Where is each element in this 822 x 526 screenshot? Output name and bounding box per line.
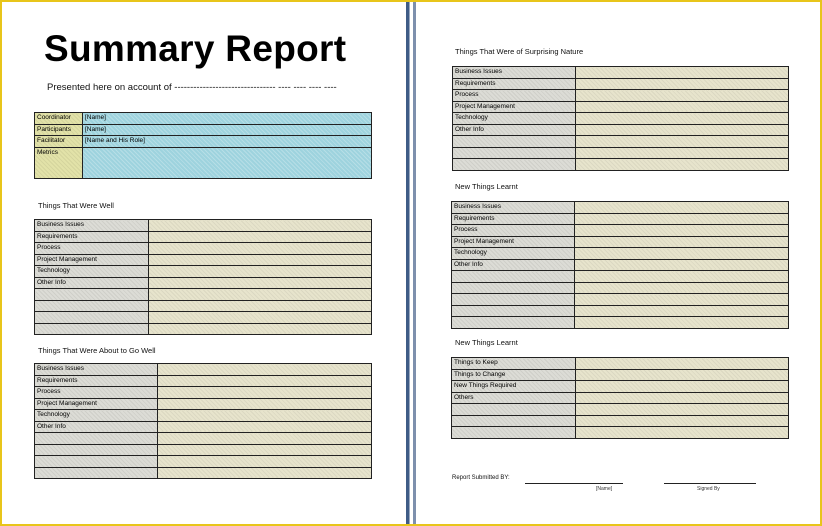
table-row [452, 317, 789, 329]
table-row [35, 444, 372, 456]
row-label: Requirements [35, 375, 158, 387]
row-label: Technology [35, 410, 158, 422]
row-label: Requirements [452, 213, 575, 225]
row-entry-field[interactable] [158, 444, 372, 456]
table-row [452, 358, 789, 370]
table-row [452, 415, 789, 427]
row-label: Technology [35, 266, 149, 278]
row-label: Process [452, 225, 575, 237]
row-entry-field[interactable] [158, 387, 372, 399]
row-entry-field[interactable] [576, 159, 789, 171]
table-row [452, 282, 789, 294]
row-label: New Things Required [452, 381, 576, 393]
table-row [35, 231, 372, 243]
row-label [35, 433, 158, 445]
table-row [35, 456, 372, 468]
row-label [452, 305, 575, 317]
info-row [35, 147, 372, 178]
row-label: Business Issues [453, 67, 576, 79]
table-row [35, 410, 372, 422]
section-heading-about-to-go-well: Things That Were About to Go Well [38, 346, 156, 355]
table-row [453, 113, 789, 125]
table-row [35, 289, 372, 301]
row-label [452, 415, 576, 427]
row-label: Other Info [35, 277, 149, 289]
row-entry-field[interactable] [576, 147, 789, 159]
table-row [35, 433, 372, 445]
info-label: Facilitator [35, 136, 83, 148]
row-label [35, 312, 149, 324]
submitted-name-line [525, 483, 623, 484]
row-label [452, 404, 576, 416]
row-entry-field[interactable] [576, 78, 789, 90]
info-row [35, 113, 372, 125]
row-entry-field[interactable] [576, 427, 789, 439]
row-label: Process [453, 90, 576, 102]
row-entry-field[interactable] [149, 300, 372, 312]
table-row [452, 427, 789, 439]
section-heading-new-things-1: New Things Learnt [455, 182, 518, 191]
row-entry-field[interactable] [575, 259, 789, 271]
table-row [453, 159, 789, 171]
row-label: Technology [453, 113, 576, 125]
row-label [35, 456, 158, 468]
section-heading-went-well: Things That Were Well [38, 201, 114, 210]
info-value-field[interactable]: [Name] [83, 113, 372, 125]
row-entry-field[interactable] [575, 225, 789, 237]
info-table [34, 112, 372, 179]
table-row [452, 305, 789, 317]
table-row [452, 248, 789, 260]
table-row [35, 300, 372, 312]
table-row [453, 67, 789, 79]
row-entry-field[interactable] [575, 317, 789, 329]
info-label: Participants [35, 124, 83, 136]
table-row [453, 90, 789, 102]
row-entry-field[interactable] [158, 467, 372, 479]
row-entry-field[interactable] [158, 433, 372, 445]
row-label [35, 444, 158, 456]
table-row [453, 101, 789, 113]
table-row [35, 323, 372, 335]
table-row [35, 254, 372, 266]
row-entry-field[interactable] [158, 364, 372, 376]
table-row [452, 369, 789, 381]
table-row [35, 375, 372, 387]
table-row [35, 398, 372, 410]
row-entry-field[interactable] [149, 220, 372, 232]
table-row [453, 124, 789, 136]
row-label [35, 467, 158, 479]
row-label: Things to Change [452, 369, 576, 381]
row-label: Business Issues [35, 220, 149, 232]
row-entry-field[interactable] [158, 398, 372, 410]
row-entry-field[interactable] [576, 358, 789, 370]
row-entry-field[interactable] [158, 456, 372, 468]
row-entry-field[interactable] [576, 369, 789, 381]
row-entry-field[interactable] [149, 289, 372, 301]
row-label: Requirements [35, 231, 149, 243]
row-entry-field[interactable] [575, 213, 789, 225]
table-row [35, 421, 372, 433]
table-row [453, 136, 789, 148]
row-entry-field[interactable] [576, 136, 789, 148]
row-label [453, 159, 576, 171]
table-row [452, 404, 789, 416]
table-row [35, 277, 372, 289]
row-label: Process [35, 243, 149, 255]
row-entry-field[interactable] [149, 323, 372, 335]
row-label: Technology [452, 248, 575, 260]
table-row [452, 202, 789, 214]
went-well-table [34, 219, 372, 335]
row-entry-field[interactable] [149, 312, 372, 324]
table-row [35, 312, 372, 324]
row-label: Other Info [452, 259, 575, 271]
row-entry-field[interactable] [158, 421, 372, 433]
info-row [35, 124, 372, 136]
row-entry-field[interactable] [575, 282, 789, 294]
row-entry-field[interactable] [575, 305, 789, 317]
row-label: Things to Keep [452, 358, 576, 370]
row-entry-field[interactable] [149, 243, 372, 255]
table-row [453, 78, 789, 90]
row-label: Process [35, 387, 158, 399]
row-label: Requirements [453, 78, 576, 90]
info-value-field[interactable] [83, 147, 372, 178]
row-entry-field[interactable] [149, 254, 372, 266]
info-label: Coordinator [35, 113, 83, 125]
row-label: Others [452, 392, 576, 404]
row-entry-field[interactable] [576, 101, 789, 113]
row-label: Other Info [35, 421, 158, 433]
table-row [35, 266, 372, 278]
info-value-field[interactable]: [Name] [83, 124, 372, 136]
row-label [452, 294, 575, 306]
row-label: Project Management [452, 236, 575, 248]
info-label: Metrics [35, 147, 83, 178]
report-submitted-label: Report Submitted BY: [452, 475, 510, 481]
row-entry-field[interactable] [576, 404, 789, 416]
row-label [35, 289, 149, 301]
row-entry-field[interactable] [149, 266, 372, 278]
new-things-table-2 [451, 357, 789, 439]
row-label [452, 427, 576, 439]
page-spine [406, 2, 416, 524]
page-title: Summary Report [44, 28, 347, 69]
row-entry-field[interactable] [149, 231, 372, 243]
row-entry-field[interactable] [576, 381, 789, 393]
table-row [452, 236, 789, 248]
row-label [452, 317, 575, 329]
table-row [452, 294, 789, 306]
row-entry-field[interactable] [576, 113, 789, 125]
presented-line: Presented here on account of -------------------------------- ---- ---- ---- ---- [47, 82, 337, 93]
about-to-go-well-table [34, 363, 372, 479]
row-entry-field[interactable] [576, 392, 789, 404]
table-row [452, 225, 789, 237]
row-entry-field[interactable] [158, 375, 372, 387]
table-row [453, 147, 789, 159]
table-row [35, 364, 372, 376]
row-label [453, 147, 576, 159]
section-heading-new-things-2: New Things Learnt [455, 338, 518, 347]
info-value-field[interactable]: [Name and His Role] [83, 136, 372, 148]
row-label: Business Issues [452, 202, 575, 214]
row-entry-field[interactable] [575, 248, 789, 260]
signed-by-caption: Signed By [697, 486, 720, 492]
row-entry-field[interactable] [576, 124, 789, 136]
table-row [452, 213, 789, 225]
new-things-table-1 [451, 201, 789, 329]
row-entry-field[interactable] [575, 294, 789, 306]
row-entry-field[interactable] [576, 90, 789, 102]
row-label [452, 282, 575, 294]
table-row [452, 259, 789, 271]
row-label: Project Management [453, 101, 576, 113]
row-label [35, 323, 149, 335]
row-label [453, 136, 576, 148]
row-label [35, 300, 149, 312]
table-row [35, 243, 372, 255]
row-entry-field[interactable] [576, 415, 789, 427]
surprising-table [452, 66, 789, 171]
table-row [35, 387, 372, 399]
table-row [452, 381, 789, 393]
table-row [35, 220, 372, 232]
row-entry-field[interactable] [575, 202, 789, 214]
row-label: Project Management [35, 398, 158, 410]
row-label [452, 271, 575, 283]
section-heading-surprising: Things That Were of Surprising Nature [455, 47, 584, 56]
row-label: Project Management [35, 254, 149, 266]
table-row [35, 467, 372, 479]
name-caption: [Name] [596, 486, 613, 492]
row-entry-field[interactable] [576, 67, 789, 79]
row-label: Business Issues [35, 364, 158, 376]
row-entry-field[interactable] [575, 271, 789, 283]
signature-line [664, 483, 756, 484]
info-row [35, 136, 372, 148]
row-entry-field[interactable] [575, 236, 789, 248]
row-entry-field[interactable] [158, 410, 372, 422]
row-label: Other Info [453, 124, 576, 136]
row-entry-field[interactable] [149, 277, 372, 289]
table-row [452, 271, 789, 283]
table-row [452, 392, 789, 404]
